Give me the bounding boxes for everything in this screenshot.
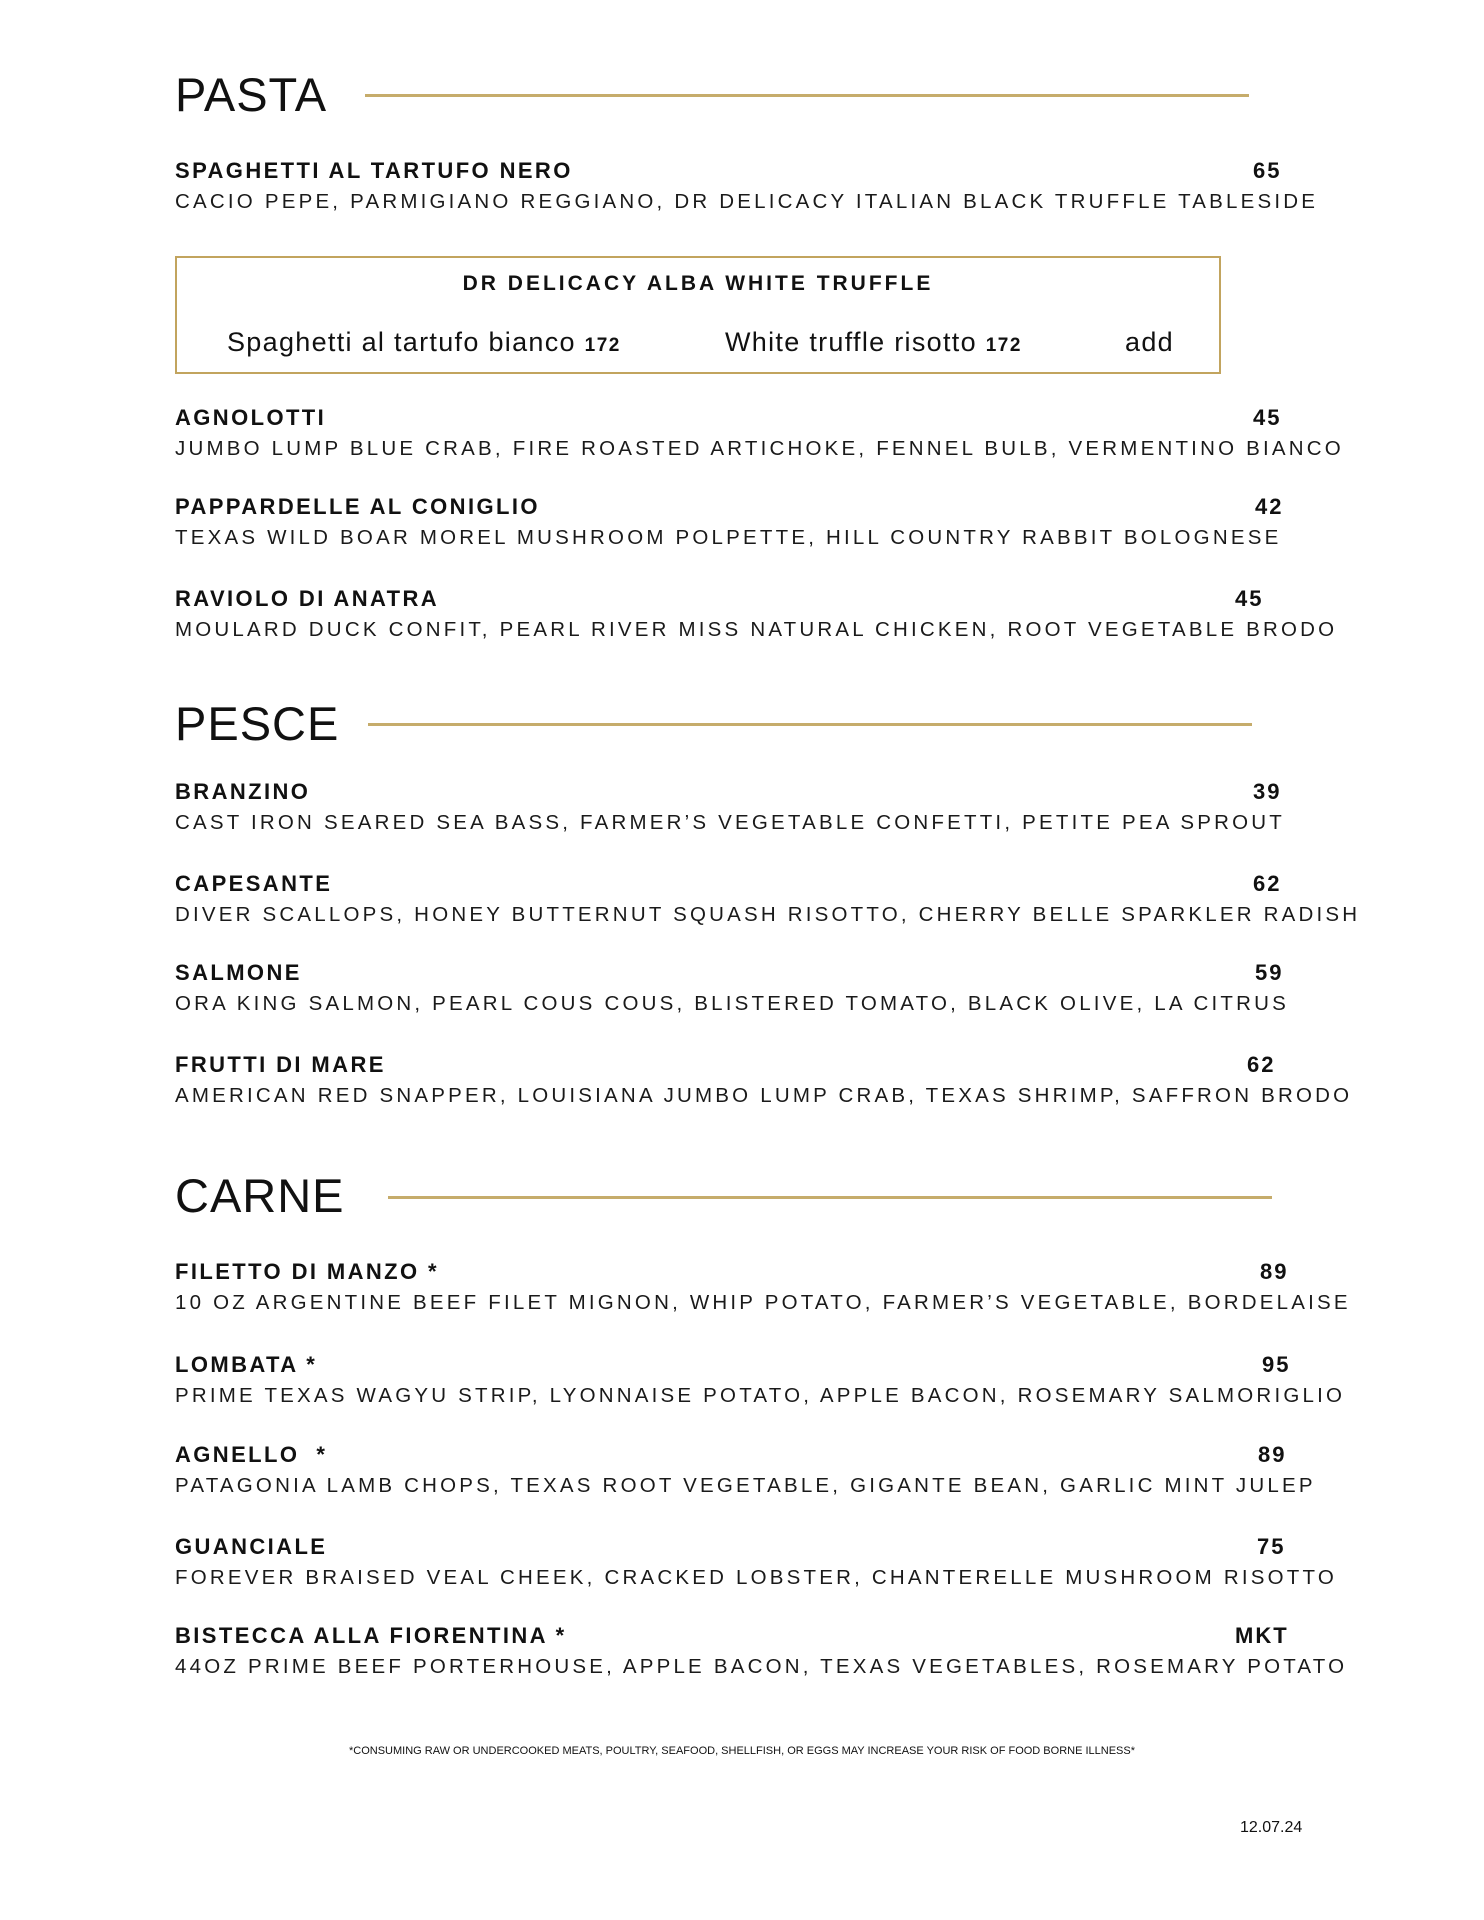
item-price: 59	[1255, 960, 1284, 985]
food-safety-disclaimer: *CONSUMING RAW OR UNDERCOOKED MEATS, POULTRY, SEAFOOD, SHELLFISH, OR EGGS MAY INCREASE YOUR RISK OF FOOD BORNE ILLNESS*	[348, 1745, 1136, 1757]
item-description: PATAGONIA LAMB CHOPS, TEXAS ROOT VEGETABLE, GIGANTE BEAN, GARLIC MINT JULEP	[175, 1474, 1316, 1497]
item-description: 44OZ PRIME BEEF PORTERHOUSE, APPLE BACON, TEXAS VEGETABLES, ROSEMARY POTATO	[175, 1655, 1348, 1678]
item-price: 42	[1255, 494, 1284, 519]
item-name: SALMONE	[175, 960, 302, 985]
item-price: 62	[1247, 1052, 1276, 1077]
truffle-option	[227, 326, 621, 362]
item-price: 45	[1253, 405, 1282, 430]
item-name: FRUTTI DI MARE	[175, 1052, 386, 1077]
item-description: JUMBO LUMP BLUE CRAB, FIRE ROASTED ARTICHOKE, FENNEL BULB, VERMENTINO BIANCO	[175, 437, 1344, 460]
section-title: PASTA	[175, 68, 328, 121]
item-description: CACIO PEPE, PARMIGIANO REGGIANO, DR DELICACY ITALIAN BLACK TRUFFLE TABLESIDE	[175, 190, 1319, 213]
item-price: 95	[1262, 1352, 1291, 1377]
item-name: AGNELLO *	[175, 1442, 328, 1467]
item-name: CAPESANTE	[175, 871, 333, 896]
truffle-title: DR DELICACY ALBA WHITE TRUFFLE	[462, 272, 934, 295]
truffle-option-price: 172	[584, 335, 621, 356]
item-name: AGNOLOTTI	[175, 405, 327, 430]
item-description: TEXAS WILD BOAR MOREL MUSHROOM POLPETTE, HILL COUNTRY RABBIT BOLOGNESE	[175, 526, 1282, 549]
item-name: PAPPARDELLE AL CONIGLIO	[175, 494, 540, 519]
item-description: MOULARD DUCK CONFIT, PEARL RIVER MISS NATURAL CHICKEN, ROOT VEGETABLE BRODO	[175, 618, 1338, 641]
section-title: PESCE	[175, 697, 340, 750]
item-description: ORA KING SALMON, PEARL COUS COUS, BLISTERED TOMATO, BLACK OLIVE, LA CITRUS	[175, 992, 1289, 1015]
item-price: 45	[1235, 586, 1264, 611]
section-divider	[365, 94, 1249, 97]
truffle-option	[725, 326, 1022, 362]
item-price: 89	[1258, 1442, 1287, 1467]
truffle-option-price: 172	[985, 335, 1022, 356]
item-description: DIVER SCALLOPS, HONEY BUTTERNUT SQUASH RISOTTO, CHERRY BELLE SPARKLER RADISH	[175, 903, 1361, 926]
item-description: FOREVER BRAISED VEAL CHEEK, CRACKED LOBSTER, CHANTERELLE MUSHROOM RISOTTO	[175, 1566, 1337, 1589]
item-name: SPAGHETTI AL TARTUFO NERO	[175, 158, 573, 183]
truffle-special-box	[175, 256, 1221, 374]
item-name: RAVIOLO DI ANATRA	[175, 586, 440, 611]
item-name: GUANCIALE	[175, 1534, 328, 1559]
truffle-add-label: add	[1125, 327, 1174, 357]
item-description: 10 OZ ARGENTINE BEEF FILET MIGNON, WHIP POTATO, FARMER’S VEGETABLE, BORDELAISE	[175, 1291, 1351, 1314]
item-name: LOMBATA *	[175, 1352, 318, 1377]
item-price: 62	[1253, 871, 1282, 896]
section-title: CARNE	[175, 1169, 345, 1222]
item-name: BRANZINO	[175, 779, 311, 804]
truffle-option-label: White truffle risotto	[725, 327, 977, 357]
section-divider	[388, 1196, 1272, 1199]
item-price: 89	[1260, 1259, 1289, 1284]
item-description: PRIME TEXAS WAGYU STRIP, LYONNAISE POTATO, APPLE BACON, ROSEMARY SALMORIGLIO	[175, 1384, 1346, 1407]
truffle-option-label: Spaghetti al tartufo bianco	[227, 327, 576, 357]
item-price: 65	[1253, 158, 1282, 183]
item-price: MKT	[1235, 1623, 1289, 1648]
menu-date: 12.07.24	[1240, 1819, 1303, 1836]
item-name: FILETTO DI MANZO *	[175, 1259, 440, 1284]
item-name: BISTECCA ALLA FIORENTINA *	[175, 1623, 567, 1648]
item-description: AMERICAN RED SNAPPER, LOUISIANA JUMBO LUMP CRAB, TEXAS SHRIMP, SAFFRON BRODO	[175, 1084, 1353, 1107]
item-price: 39	[1253, 779, 1282, 804]
item-price: 75	[1257, 1534, 1286, 1559]
section-divider	[368, 723, 1252, 726]
item-description: CAST IRON SEARED SEA BASS, FARMER’S VEGETABLE CONFETTI, PETITE PEA SPROUT	[175, 811, 1285, 834]
